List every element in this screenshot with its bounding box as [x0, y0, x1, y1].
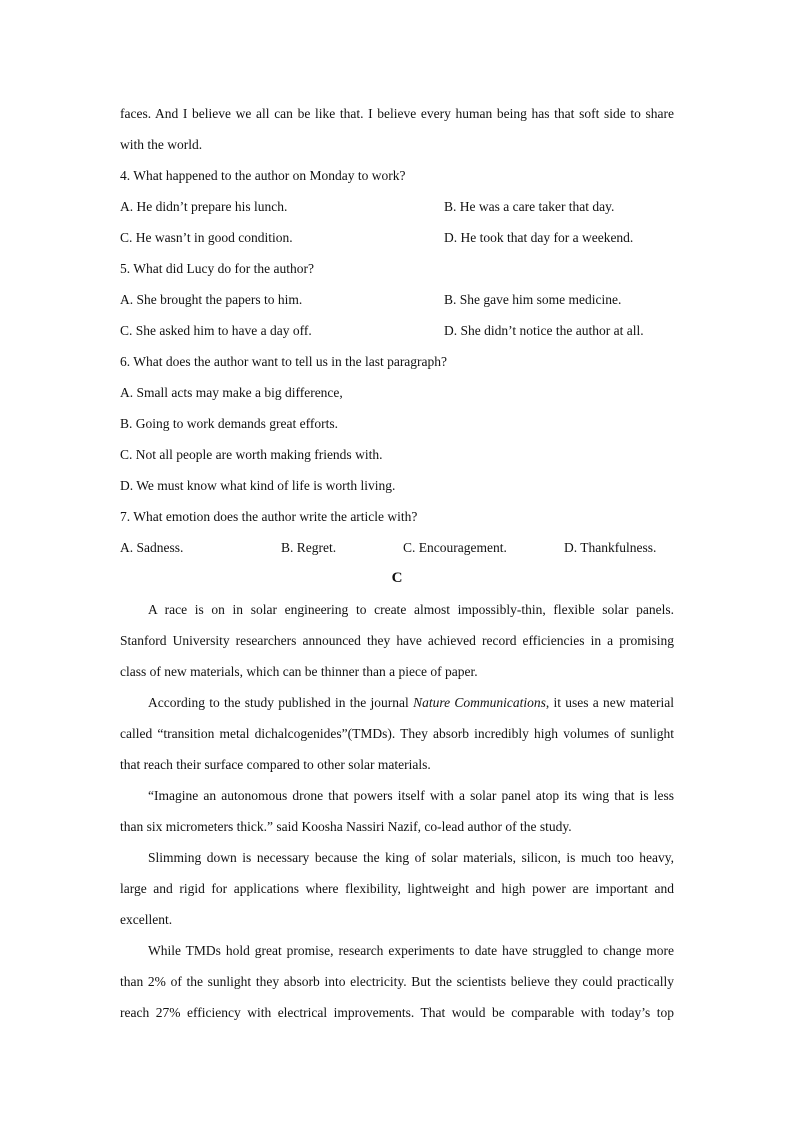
document-page [120, 98, 674, 1028]
question-7: 7. What emotion does the author write the article with? [120, 509, 418, 524]
question-7-options [120, 532, 674, 563]
paragraph-4-line: excellent. [120, 912, 173, 927]
question-7-option-a: A. Sadness. [120, 540, 184, 555]
question-6-option-b: B. Going to work demands great efforts. [120, 416, 338, 431]
paragraph-1-line: A race is on in solar engineering to create almost impossibly-thin, flexible solar panels. [148, 602, 674, 617]
intro-line-2: with the world. [120, 137, 203, 152]
paragraph-2-text-after: , it uses a new material [545, 695, 674, 710]
intro-line-1: faces. And I believe we all can be like that. I believe every human being has that soft side to share [120, 106, 674, 121]
journal-name: Nature Communications [413, 695, 546, 710]
question-5-options-row-2 [120, 315, 674, 346]
section-title: C [391, 570, 403, 586]
question-5-options-row-1 [120, 284, 674, 315]
question-7-option-c: C. Encouragement. [403, 540, 507, 555]
question-4-option-a: A. He didn’t prepare his lunch. [120, 199, 288, 214]
paragraph-2-line [120, 687, 674, 718]
question-5-option-d: D. She didn’t notice the author at all. [444, 323, 644, 338]
paragraph-1 [120, 594, 674, 687]
paragraph-3 [120, 780, 674, 842]
paragraph-2 [120, 687, 674, 780]
paragraph-2-line: that reach their surface compared to other solar materials. [120, 757, 431, 772]
question-4-option-b: B. He was a care taker that day. [444, 199, 615, 214]
paragraph-2-line: called “transition metal dichalcogenides”(TMDs). They absorb incredibly high volumes of sunlight [120, 726, 674, 741]
question-6-option-a: A. Small acts may make a big difference, [120, 385, 343, 400]
question-6-option-d: D. We must know what kind of life is worth living. [120, 478, 396, 493]
paragraph-1-line: class of new materials, which can be thinner than a piece of paper. [120, 664, 478, 679]
paragraph-3-line: than six micrometers thick.” said Koosha Nassiri Nazif, co-lead author of the study. [120, 819, 572, 834]
question-7-option-d: D. Thankfulness. [564, 540, 657, 555]
question-4-options-row-1 [120, 191, 674, 222]
question-4-options-row-2 [120, 222, 674, 253]
question-5: 5. What did Lucy do for the author? [120, 261, 314, 276]
question-5-option-b: B. She gave him some medicine. [444, 292, 622, 307]
paragraph-4 [120, 842, 674, 935]
question-4-option-c: C. He wasn’t in good condition. [120, 230, 293, 245]
paragraph-5-line: While TMDs hold great promise, research experiments to date have struggled to change more [148, 943, 674, 958]
paragraph-3-line: “Imagine an autonomous drone that powers itself with a solar panel atop its wing that is less [148, 788, 674, 803]
question-5-option-c: C. She asked him to have a day off. [120, 323, 312, 338]
question-7-option-b: B. Regret. [281, 540, 337, 555]
question-4: 4. What happened to the author on Monday to work? [120, 168, 406, 183]
paragraph-5-line: than 2% of the sunlight they absorb into electricity. But the scientists believe they could practically [120, 974, 674, 989]
paragraph-4-line: large and rigid for applications where flexibility, lightweight and high power are important and [120, 881, 674, 896]
paragraph-5-line: reach 27% efficiency with electrical improvements. That would be comparable with today’s top [120, 1005, 674, 1020]
question-6-option-c: C. Not all people are worth making friends with. [120, 447, 383, 462]
paragraph-5 [120, 935, 674, 1028]
question-5-option-a: A. She brought the papers to him. [120, 292, 303, 307]
paragraph-4-line: Slimming down is necessary because the king of solar materials, silicon, is much too heavy, [148, 850, 674, 865]
question-4-option-d: D. He took that day for a weekend. [444, 230, 634, 245]
paragraph-1-line: Stanford University researchers announced they have achieved record efficiencies in a promising [120, 633, 674, 648]
question-6: 6. What does the author want to tell us in the last paragraph? [120, 354, 448, 369]
paragraph-2-text-before: According to the study published in the journal [148, 695, 414, 710]
